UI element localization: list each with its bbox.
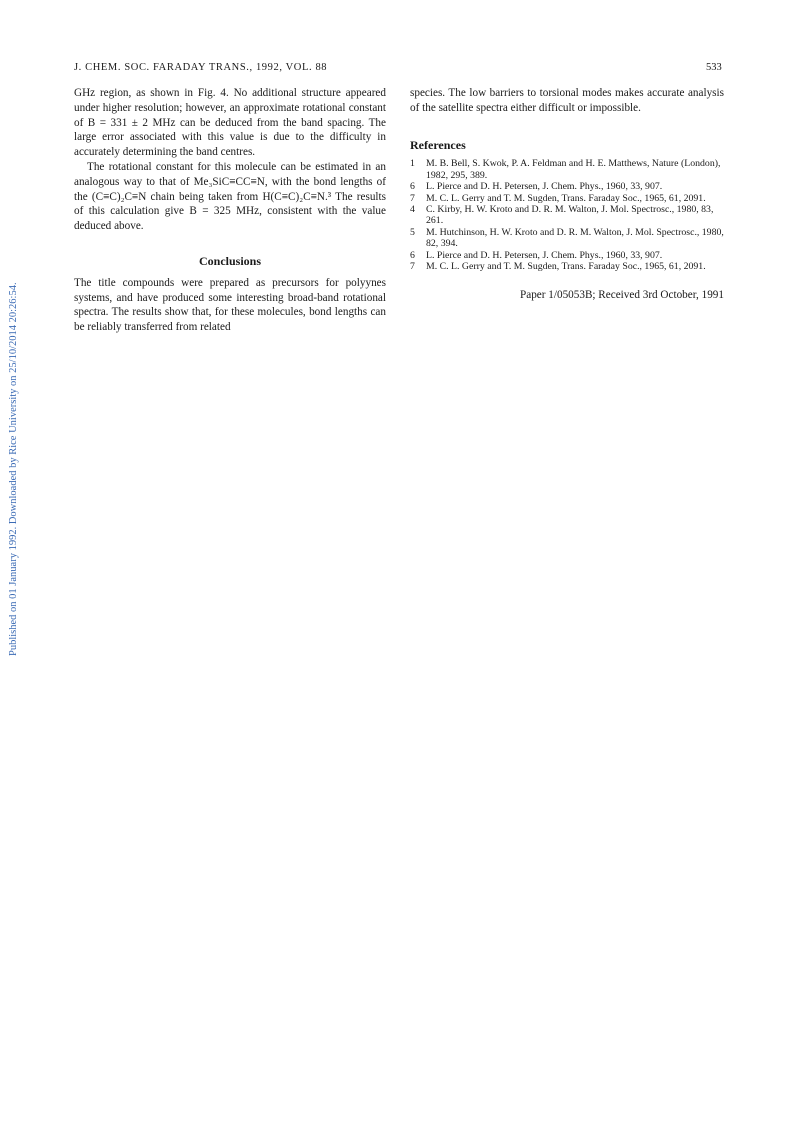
reference-number: 6 <box>410 181 415 193</box>
reference-item <box>410 250 724 261</box>
left-column <box>74 86 386 335</box>
reference-number: 4 <box>410 204 415 216</box>
reference-item <box>410 227 724 250</box>
reference-item <box>410 193 724 204</box>
page-number: 533 <box>706 62 722 73</box>
reference-number: 6 <box>410 249 415 261</box>
reference-item <box>410 261 724 272</box>
reference-text: M. C. L. Gerry and T. M. Sugden, Trans. Faraday Soc., 1965, 61, 2091. <box>426 192 706 204</box>
reference-text: C. Kirby, H. W. Kroto and D. R. M. Walton, J. Mol. Spectrosc., 1980, 83, 261. <box>426 204 714 227</box>
reference-text: L. Pierce and D. H. Petersen, J. Chem. Phys., 1960, 33, 907. <box>426 249 663 261</box>
reference-text: M. Hutchinson, H. W. Kroto and D. R. M. Walton, J. Mol. Spectrosc., 1980, 82, 394. <box>426 226 724 250</box>
reference-item <box>410 204 724 227</box>
reference-number: 1 <box>410 158 415 170</box>
reference-number: 7 <box>410 192 415 204</box>
body-paragraph: species. The low barriers to torsional modes makes accurate analysis of the satellite spectra either difficult or impossible. <box>410 87 724 114</box>
reference-text: M. B. Bell, S. Kwok, P. A. Feldman and H. E. Matthews, Nature (London), 1982, 295, 389. <box>426 158 721 181</box>
reference-item <box>410 181 724 192</box>
conclusions-heading: Conclusions <box>198 253 262 268</box>
received-line: Paper 1/05053B; Received 3rd October, 1991 <box>520 289 724 302</box>
reference-item <box>410 158 724 181</box>
reference-number: 5 <box>410 226 415 238</box>
conclusions-paragraph: The title compounds were prepared as precursors for polyynes systems, and have produced some interesting broad-band rotational spectra. The results show that, for these molecules, bond lengths can be reliably transferred from related <box>74 276 386 334</box>
body-paragraph: GHz region, as shown in Fig. 4. No additional structure appeared under higher resolution; however, an approximate rotational constant of B = 331 ± 2 MHz can be deduced from the band spacing. The large error associated with this value is due to the difficulty in accurately determining the band centres. <box>74 87 386 159</box>
right-column <box>410 86 724 303</box>
body-paragraph: The rotational constant for this molecule can be estimated in an analogous way to that of Me₃SiC≡CC≡N, with the bond lengths of the (C≡C)₂C≡N chain being taken from H(C≡C)₂C≡N.³ The results of this calculation give B = 325 MHz, consistent with the value deduced above. <box>74 160 386 233</box>
references-heading: References <box>410 137 466 152</box>
reference-text: L. Pierce and D. H. Petersen, J. Chem. Phys., 1960, 33, 907. <box>426 181 663 193</box>
running-header: J. CHEM. SOC. FARADAY TRANS., 1992, VOL. 88 <box>74 62 328 73</box>
reference-list <box>410 158 724 272</box>
download-watermark[interactable]: Published on 01 January 1992. Downloaded by Rice University on 25/10/2014 20:26:54. <box>8 282 19 656</box>
reference-text: M. C. L. Gerry and T. M. Sugden, Trans. Faraday Soc., 1965, 61, 2091. <box>426 261 706 273</box>
reference-number: 7 <box>410 261 415 273</box>
